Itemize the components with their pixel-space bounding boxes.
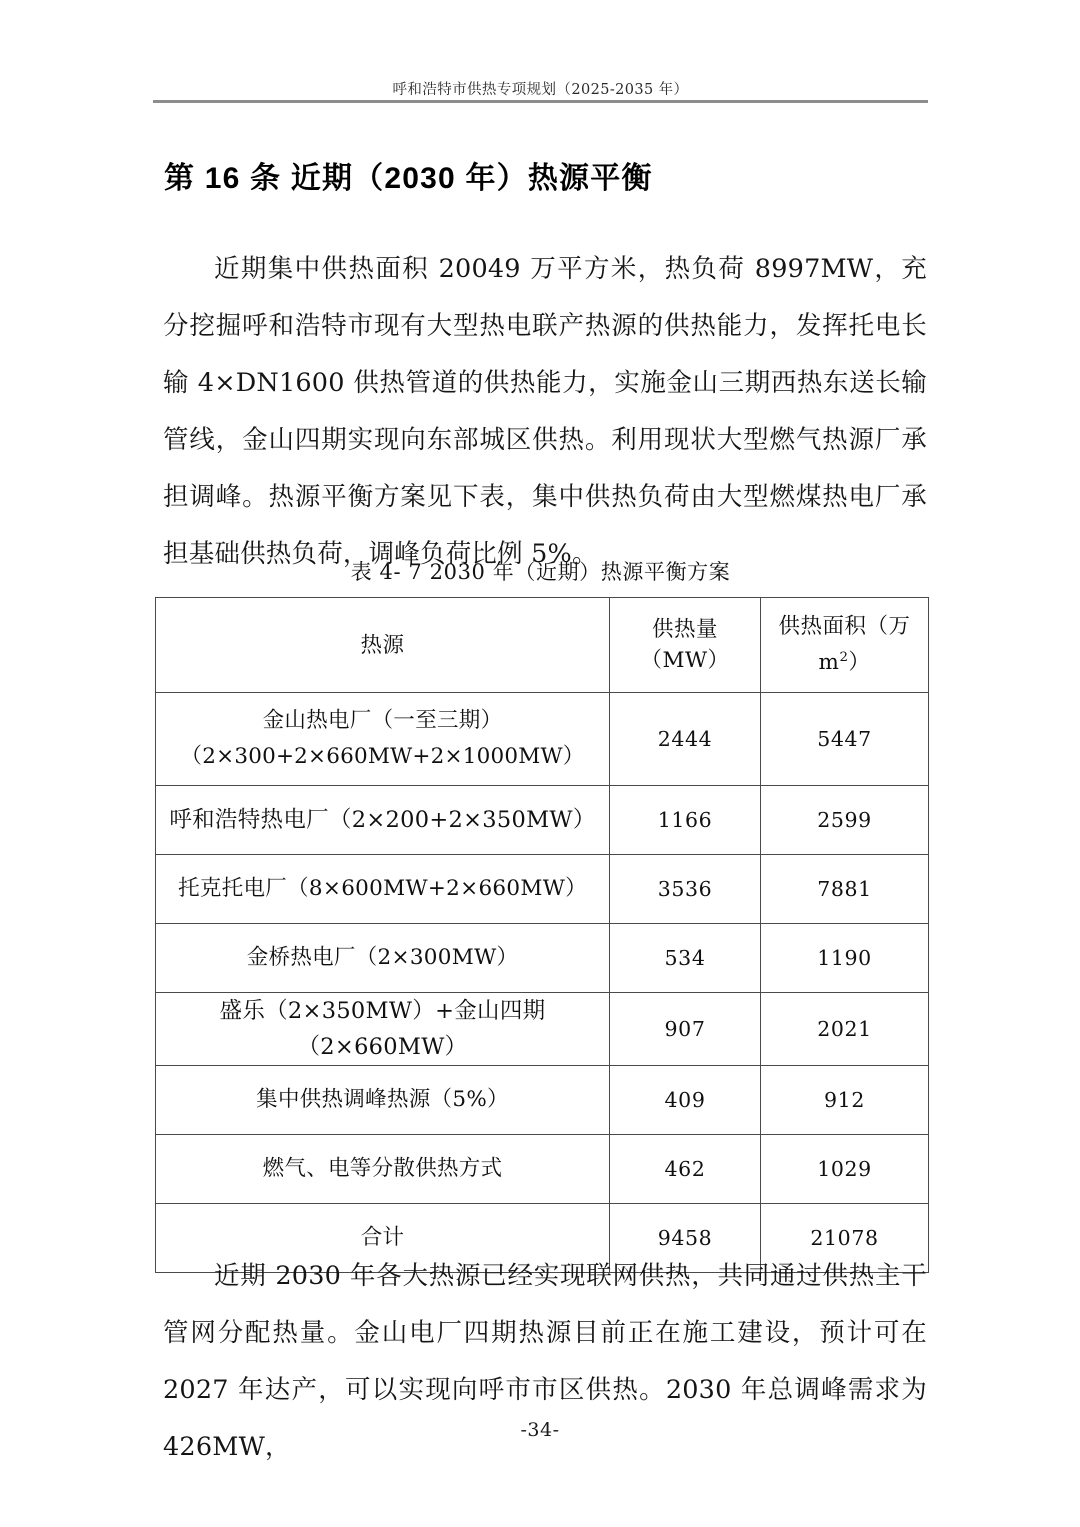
cell-heating-area: 5447	[761, 693, 929, 786]
cell-heating-area: 1190	[761, 924, 929, 993]
heating-area-label-tail: ）	[848, 650, 871, 676]
cell-heat-load: 2444	[610, 693, 761, 786]
cell-source: 呼和浩特热电厂（2×200+2×350MW）	[156, 786, 610, 855]
column-header-source: 热源	[156, 598, 610, 693]
paragraph-outro: 近期 2030 年各大热源已经实现联网供热，共同通过供热主干管网分配热量。金山电厂四期热源目前正在施工建设，预计可在 2027 年达产，可以实现向呼市市区供热。2030 年总调峰需求为 426MW，	[163, 1260, 927, 1462]
table-row	[156, 855, 929, 924]
table-row	[156, 786, 929, 855]
cell-source: 燃气、电等分散供热方式	[156, 1135, 610, 1204]
cell-source: 金桥热电厂（2×300MW）	[156, 924, 610, 993]
source-name-line: 金山热电厂（一至三期）	[262, 708, 503, 733]
page-number: -34-	[520, 1419, 560, 1441]
heat-source-balance-table-wrapper	[155, 597, 928, 1273]
cell-source	[156, 693, 610, 786]
cell-heating-area-total: 21078	[761, 1204, 929, 1273]
cell-heat-load: 462	[610, 1135, 761, 1204]
table-row	[156, 1066, 929, 1135]
table-row	[156, 693, 929, 786]
cell-heating-area: 912	[761, 1066, 929, 1135]
table-row	[156, 993, 929, 1066]
cell-source: 集中供热调峰热源（5%）	[156, 1066, 610, 1135]
section-heading: 第 16 条 近期（2030 年）热源平衡	[164, 162, 653, 196]
table-caption: 表 4- 7 2030 年（近期）热源平衡方案	[350, 560, 731, 584]
cell-heating-area: 1029	[761, 1135, 929, 1204]
cell-source-total: 合计	[156, 1204, 610, 1273]
table-row	[156, 1135, 929, 1204]
column-header-heat-load: 供热量（MW）	[610, 598, 761, 693]
cell-heating-area: 2021	[761, 993, 929, 1066]
cell-heat-load: 907	[610, 993, 761, 1066]
table-row	[156, 924, 929, 993]
cell-heat-load: 534	[610, 924, 761, 993]
cell-heat-load: 1166	[610, 786, 761, 855]
running-head: 呼和浩特市供热专项规划（2025-2035 年）	[392, 82, 689, 98]
heat-source-balance-table	[155, 597, 929, 1273]
heating-area-label-line1: 供热面积（万	[778, 614, 911, 640]
heating-area-unit-exponent: 2	[839, 650, 849, 666]
header-rule	[153, 100, 928, 103]
paragraph-intro: 近期集中供热面积 20049 万平方米，热负荷 8997MW，充分挖掘呼和浩特市现有大型热电联产热源的供热能力，发挥托电长输 4×DN1600 供热管道的供热能力，实施金山三期西热东送长输管线，金山四期实现向东部城区供热。利用现状大型燃气热源厂承担调峰。热源平衡方案见下表，集中供热负荷由大型燃煤热电厂承担基础供热负荷，调峰负荷比例 5%。	[163, 253, 927, 569]
heating-area-unit: m	[818, 650, 840, 676]
cell-source: 托克托电厂（8×600MW+2×660MW）	[156, 855, 610, 924]
cell-heating-area: 7881	[761, 855, 929, 924]
cell-heat-load: 409	[610, 1066, 761, 1135]
column-header-heating-area	[761, 598, 929, 693]
source-capacity-line: （2×300+2×660MW+2×1000MW）	[180, 744, 585, 769]
cell-source: 盛乐（2×350MW）+金山四期（2×660MW）	[156, 993, 610, 1066]
cell-heating-area: 2599	[761, 786, 929, 855]
cell-heat-load: 3536	[610, 855, 761, 924]
table-header-row	[156, 598, 929, 693]
cell-heat-load-total: 9458	[610, 1204, 761, 1273]
